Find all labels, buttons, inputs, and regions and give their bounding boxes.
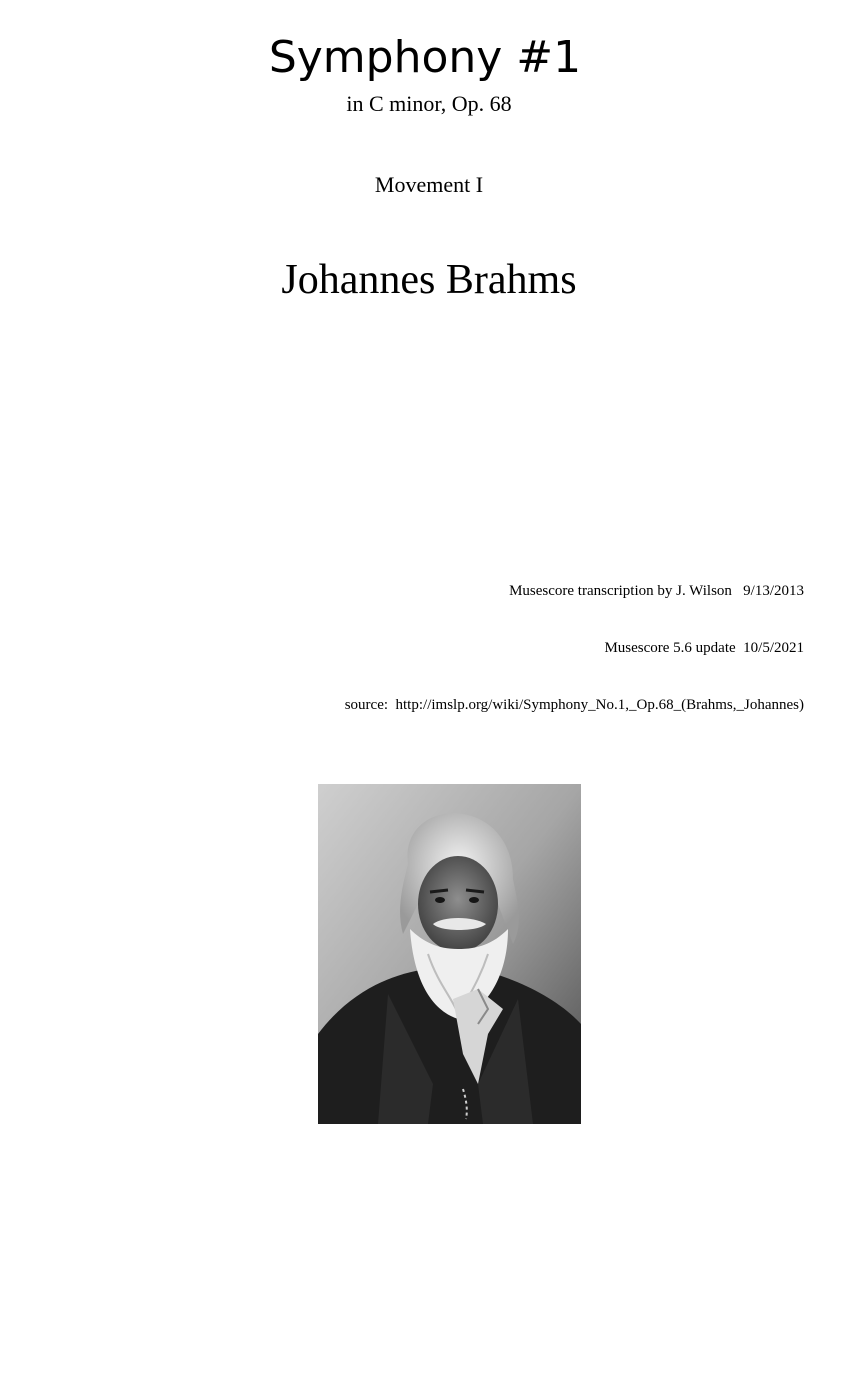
- movement-label: Movement I: [374, 172, 484, 197]
- source-credit: source: http://imslp.org/wiki/Symphony_No.1,_Op.68_(Brahms,_Johannes): [344, 697, 804, 713]
- composer-name: Johannes Brahms: [281, 257, 577, 303]
- credits-block: [345, 544, 804, 734]
- portrait-image: [318, 784, 581, 1124]
- score-title: Symphony #1: [268, 32, 582, 83]
- score-subtitle: in C minor, Op. 68: [346, 91, 512, 116]
- composer-portrait: [318, 784, 581, 1124]
- update-credit: Musescore 5.6 update 10/5/2021: [604, 640, 804, 656]
- transcription-credit: Musescore transcription by J. Wilson 9/13/2013: [509, 583, 804, 599]
